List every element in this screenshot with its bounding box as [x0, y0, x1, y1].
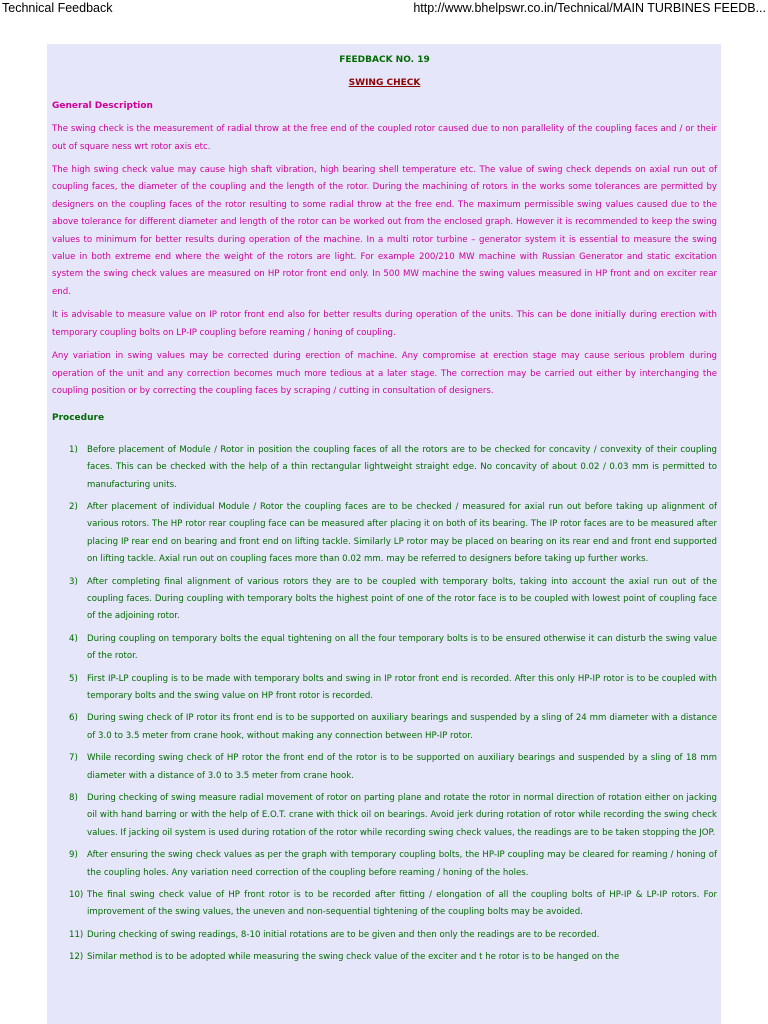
step-text: During swing check of IP rotor its front end is to be supported on auxiliary bearings and suspended by a sling of 24 mm diameter with a distance of 3.0 to 3.5 meter from crane hook, without making any connection between HP-IP rotor. — [87, 713, 717, 741]
document-title — [52, 75, 717, 92]
procedure-step-8 — [52, 790, 717, 842]
step-text: After completing final alignment of various rotors they are to be coupled with temporary bolts, taking into account the axial run out of the coupling faces. During coupling with temporary bolts the highest point of one of the rotor face is to be coupled with lowest point of coupling face of the adjoining rotor. — [87, 576, 717, 622]
step-number: 9) — [69, 850, 78, 861]
procedure-step-10 — [52, 887, 717, 922]
step-text: After ensuring the swing check values as per the graph with temporary coupling bolts, the HP-IP coupling may be cleared for reaming / honing of the coupling holes. Any variation need correction of the coupling before reaming / honing of the holes. — [87, 850, 717, 878]
step-number: 8) — [69, 793, 78, 804]
procedure-step-1 — [52, 442, 717, 494]
general-paragraph-3: It is advisable to measure value on IP rotor front end also for better results during operation of the units. This can be done initially during erection with temporary coupling bolts on LP-IP coupling before reaming / honing of coupling. — [52, 310, 717, 338]
procedure-step-9 — [52, 847, 717, 882]
step-text: During checking of swing readings, 8-10 initial rotations are to be given and then only the readings are to be recorded. — [87, 929, 600, 940]
document-title-text: SWING CHECK — [348, 78, 421, 89]
step-number: 11) — [69, 929, 84, 940]
print-header-url: http://www.bhelpswr.co.in/Technical/MAIN TURBINES FEEDB... — [413, 1, 766, 15]
step-text: Before placement of Module / Rotor in position the coupling faces of all the rotors are to be checked for concavity / convexity of their coupling faces. This can be checked with the help of a thin rectangular lightweight straight edge. No concavity of about 0.02 / 0.03 mm is permitted to manufacturing units. — [87, 444, 717, 490]
step-text: After placement of individual Module / Rotor the coupling faces are to be checked / measured for axial run out before taking up alignment of various rotors. The HP rotor rear coupling face can be measured after placing it on both of its bearing. The IP rotor faces are to be measured after placing IP rear end on bearing and front end on lifting tackle. Similarly LP rotor may be placed on bearing on its rear end and front end supported on lifting tackle. Axial run out on coupling faces more than 0.02 mm. may be referred to designers before taking up further works. — [87, 501, 717, 565]
feedback-number: FEEDBACK NO. 19 — [339, 55, 430, 65]
general-paragraph-2: The high swing check value may cause high shaft vibration, high bearing shell temperature etc. The value of swing check depends on axial run out of coupling faces, the diameter of the coupling and the length of the rotor. During the machining of rotors in the works some tolerances are permitted by designers on the coupling faces of the rotor resulting to some radial throw at the free end. The maximum permissible swing values caused due to the above tolerance for different diameter and length of the rotor can be worked out from the enclosed graph. However it is recommended to keep the swing values to minimum for better results during operation of the machine. In a multi rotor turbine – generator system it is essential to measure the swing value in both extreme end where the weight of the rotors are light. For example 200/210 MW machine with Russian Generator and static excitation system the swing check values are measured on HP rotor front end only. In 500 MW machine the swing values measured in HP front and on exciter rear end. — [52, 165, 717, 297]
step-number: 10) — [69, 890, 84, 901]
step-number: 6) — [69, 713, 78, 724]
general-description-heading: General Description — [52, 100, 153, 111]
procedure-step-5 — [52, 671, 717, 706]
procedure-step-4 — [52, 631, 717, 666]
procedure-list — [52, 442, 717, 967]
step-text: Similar method is to be adopted while measuring the swing check value of the exciter and t he rotor is to be hanged on the — [87, 952, 620, 963]
document-panel — [47, 44, 721, 1024]
general-paragraph-1: The swing check is the measurement of radial throw at the free end of the coupled rotor caused due to non parallelity of the coupling faces and / or their out of square ness wrt rotor axis etc. — [52, 124, 717, 152]
print-header — [0, 0, 768, 18]
procedure-step-2 — [52, 499, 717, 569]
procedure-step-7 — [52, 750, 717, 785]
step-text: During coupling on temporary bolts the equal tightening on all the four temporary bolts is to be ensured otherwise it can disturb the swing value of the rotor. — [87, 633, 717, 662]
step-number: 4) — [69, 633, 78, 644]
step-number: 12) — [69, 952, 84, 963]
procedure-step-12 — [52, 949, 717, 966]
procedure-step-11 — [52, 927, 717, 944]
step-text: During checking of swing measure radial movement of rotor on parting plane and rotate the rotor in normal direction of rotation either on jacking oil with hand barring or with the help of E.O.T. crane with thick oil on bearings. Avoid jerk during rotation of rotor while recording the swing check values. If jacking oil system is used during rotation of the rotor while recording swing check values, the readings are to be taken stopping the JOP. — [87, 793, 717, 838]
print-header-title: Technical Feedback — [2, 1, 113, 15]
document-content — [52, 52, 717, 972]
step-number: 1) — [69, 444, 78, 455]
procedure-step-6 — [52, 710, 717, 745]
step-text: The final swing check value of HP front rotor is to be recorded after fitting / elongation of all the coupling bolts of HP-IP & LP-IP rotors. For improvement of the swing values, the uneven and non-sequential tightening of the coupling bolts may be avoided. — [87, 890, 717, 918]
step-number: 7) — [69, 753, 78, 764]
step-number: 3) — [69, 576, 78, 587]
procedure-step-3 — [52, 574, 717, 626]
step-text: While recording swing check of HP rotor the front end of the rotor is to be supported on auxiliary bearings and suspended by a sling of 18 mm diameter with a distance of 3.0 to 3.5 meter from crane hook. — [87, 753, 717, 781]
procedure-heading: Procedure — [52, 413, 105, 424]
step-number: 2) — [69, 501, 78, 512]
step-number: 5) — [69, 673, 78, 684]
general-paragraph-4: Any variation in swing values may be corrected during erection of machine. Any compromise at erection stage may cause serious problem during operation of the unit and any correction becomes much more tedious at a later stage. The correction may be carried out either by interchanging the coupling position or by correcting the coupling faces by scraping / cutting in consultation of designers. — [52, 351, 717, 396]
step-text: First IP-LP coupling is to be made with temporary bolts and swing in IP rotor front end is recorded. After this only HP-IP rotor is to be coupled with temporary bolts and the swing value on HP front rotor is recorded. — [87, 673, 717, 701]
